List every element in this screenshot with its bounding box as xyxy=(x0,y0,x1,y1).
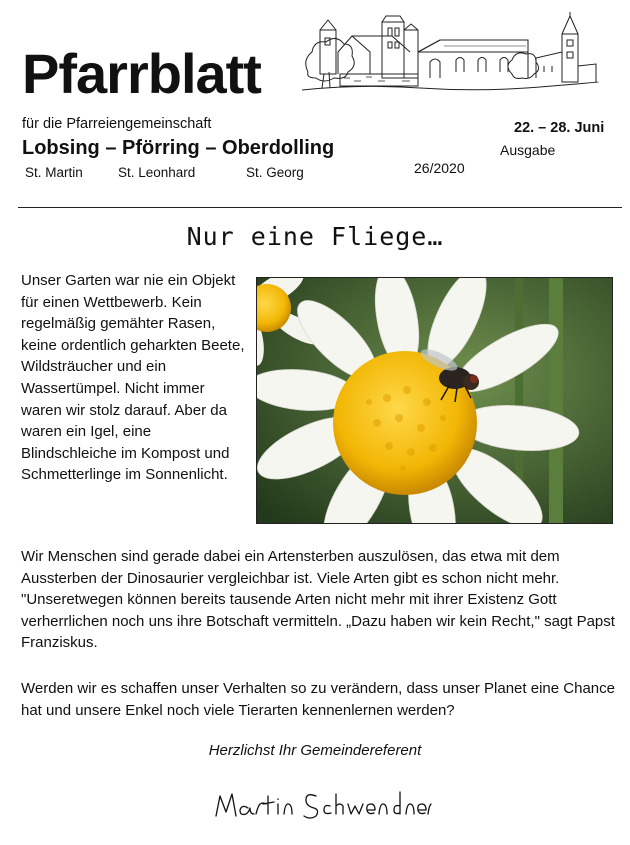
saint-martin: St. Martin xyxy=(25,165,83,180)
parish-names: Lobsing – Pförring – Oberdolling xyxy=(22,137,335,159)
body-paragraph-3: Werden wir es schaffen unser Verhalten so zu verändern, dass unser Planet eine Chance hat und unsere Enkel noch viele Tierarten kennenlernen werden? xyxy=(21,680,615,719)
daisy-fly-photo xyxy=(256,277,613,524)
header-divider xyxy=(18,207,622,208)
daisy-illustration xyxy=(257,278,612,523)
church-illustration xyxy=(300,12,600,96)
closing-greeting: Herzlichst Ihr Gemeindereferent xyxy=(208,742,422,759)
saint-georg: St. Georg xyxy=(246,165,304,180)
saint-leonhard: St. Leonhard xyxy=(118,165,196,180)
handwritten-signature xyxy=(212,778,432,826)
body-paragraph-2: Wir Menschen sind gerade dabei ein Artensterben auszulösen, das etwa mit dem Aussterben der Dinosaurier vergleichbar ist. Viele Arten gibt es schon nicht mehr. "Unseretwegen können bereits tausende Arten nicht mehr mit ihrer Existenz Gott verherrlichen noch uns ihre Botschaft vermitteln. „Dazu haben wir kein Recht," sagt Papst Franziskus. xyxy=(21,548,615,652)
masthead-title: Pfarrblatt xyxy=(22,42,261,105)
masthead-subtitle: für die Pfarreiengemeinschaft xyxy=(22,116,212,132)
date-range: 22. – 28. Juni xyxy=(514,120,605,136)
intro-paragraph: Unser Garten war nie ein Objekt für einen Wettbewerb. Kein regelmäßig gemähter Rasen, keine ordentlich geharkten Beete, Wildsträucher und ein Wassertümpel. Nicht immer waren wir stolz darauf. Aber da waren ein Igel, eine Blindschleiche im Kompost und Schmetterlinge im Sonnenlicht. xyxy=(21,272,245,484)
edition-label: Ausgabe xyxy=(500,142,556,158)
edition-number: 26/2020 xyxy=(414,160,465,176)
article-headline: Nur eine Fliege… xyxy=(186,222,444,251)
